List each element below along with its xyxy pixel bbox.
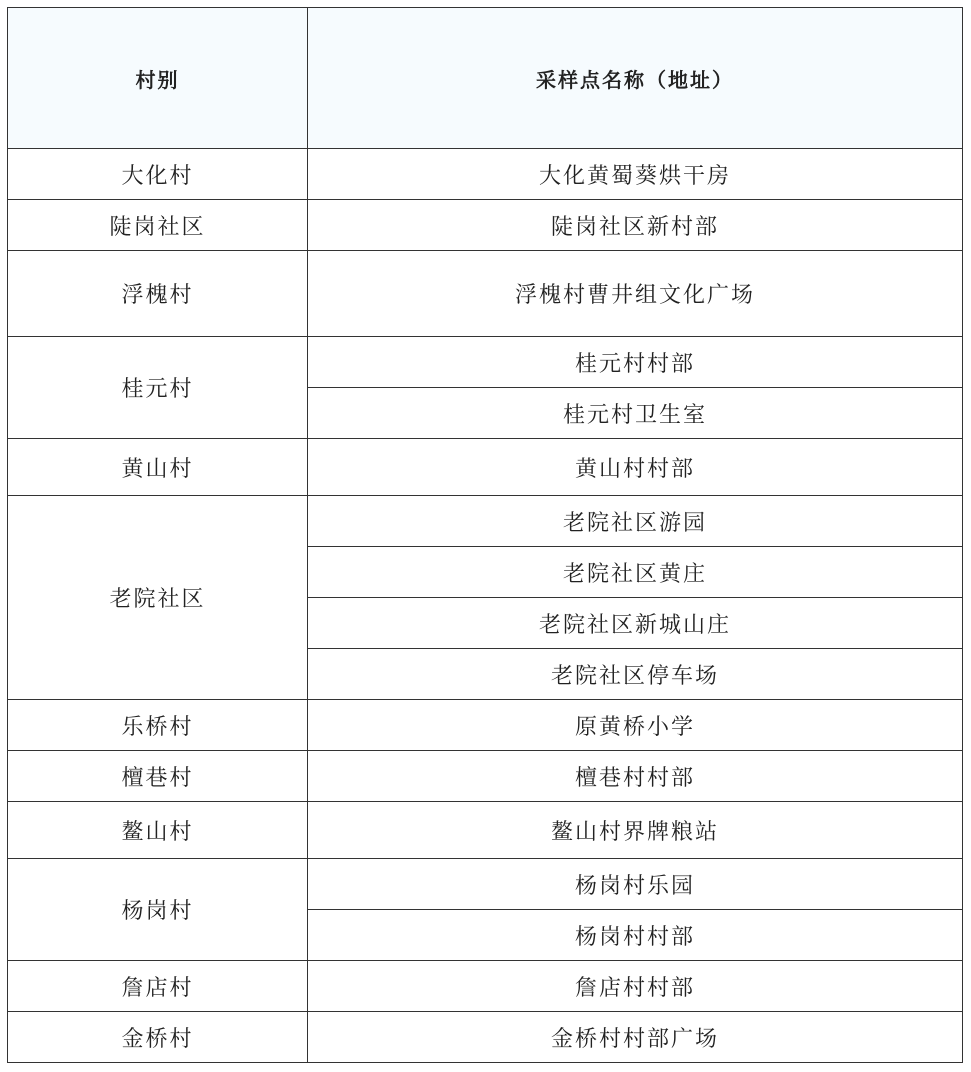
table-row (8, 751, 963, 802)
table-row (8, 1012, 963, 1063)
table-row (8, 149, 963, 200)
site-cell: 老院社区新城山庄 (308, 598, 963, 649)
village-cell: 詹店村 (8, 961, 308, 1012)
site-cell: 老院社区停车场 (308, 649, 963, 700)
village-cell: 黄山村 (8, 439, 308, 496)
site-cell: 大化黄蜀葵烘干房 (308, 149, 963, 200)
table-row (8, 439, 963, 496)
site-cell: 原黄桥小学 (308, 700, 963, 751)
site-cell: 陡岗社区新村部 (308, 200, 963, 251)
site-cell: 鳌山村界牌粮站 (308, 802, 963, 859)
site-cell: 桂元村卫生室 (308, 388, 963, 439)
table-row (8, 496, 963, 547)
table-row (8, 802, 963, 859)
site-cell: 老院社区黄庄 (308, 547, 963, 598)
site-cell: 杨岗村村部 (308, 910, 963, 961)
table-row (8, 200, 963, 251)
site-cell: 黄山村村部 (308, 439, 963, 496)
village-cell: 老院社区 (8, 496, 308, 700)
site-cell: 老院社区游园 (308, 496, 963, 547)
site-cell: 杨岗村乐园 (308, 859, 963, 910)
village-cell: 檀巷村 (8, 751, 308, 802)
table-row (8, 337, 963, 388)
village-cell: 鳌山村 (8, 802, 308, 859)
table-row (8, 700, 963, 751)
village-cell: 乐桥村 (8, 700, 308, 751)
site-cell: 桂元村村部 (308, 337, 963, 388)
site-cell: 檀巷村村部 (308, 751, 963, 802)
header-site: 采样点名称（地址） (308, 8, 963, 149)
table-row (8, 251, 963, 337)
table-header-row (8, 8, 963, 149)
village-cell: 桂元村 (8, 337, 308, 439)
table-row (8, 961, 963, 1012)
site-cell: 浮槐村曹井组文化广场 (308, 251, 963, 337)
sampling-sites-table (7, 7, 963, 1063)
village-cell: 陡岗社区 (8, 200, 308, 251)
table-body (8, 149, 963, 1063)
site-cell: 金桥村村部广场 (308, 1012, 963, 1063)
village-cell: 大化村 (8, 149, 308, 200)
village-cell: 杨岗村 (8, 859, 308, 961)
village-cell: 浮槐村 (8, 251, 308, 337)
site-cell: 詹店村村部 (308, 961, 963, 1012)
village-cell: 金桥村 (8, 1012, 308, 1063)
table-row (8, 859, 963, 910)
header-village: 村别 (8, 8, 308, 149)
